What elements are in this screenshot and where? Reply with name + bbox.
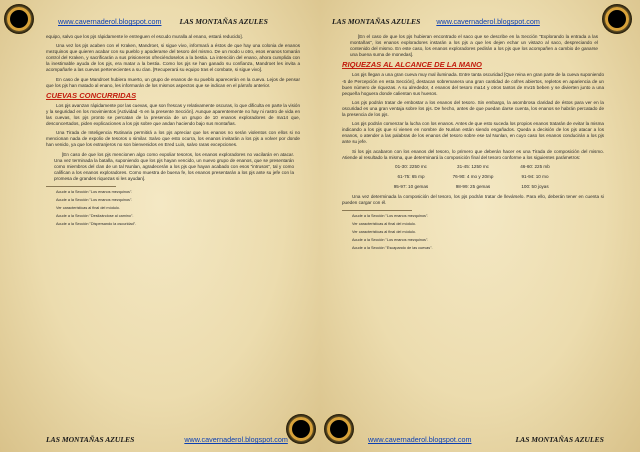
header-title: LAS MONTAÑAS AZULES [332, 17, 421, 26]
table-cell: 46-60: 225 mb [520, 163, 550, 169]
paragraph: Los pjs llegan a una gran cueva muy mal iluminada. Entre tanta oscuridad [Que reina en gran parte de la cueva suponiendo -5 de Percepción en esta Sección], destacan sobremanera una gran cantidad de cofres abiertos, repletos en apariencia de un buen número de riquezas. A su alrededor, 4 enanos del tesoro ma14 y otros tantos de mv15 beben y se divierten junto a una pequeña hoguera donde calientan sus huesos. [342, 72, 604, 96]
paragraph: En caso de que Mandroet hubiera muerto, un grupo de enanos de su pueblo aparecerán en la cueva. Lejos de pensar que los pjs han matado al enano, les informarán de los mismos aspectos que se indican en el párrafo anterior. [46, 76, 300, 88]
footnote: Ver características al final del módulo. [352, 230, 416, 235]
footer-url-link[interactable]: www.cavernaderol.blogspot.com [368, 435, 472, 444]
footer-title: LAS MONTAÑAS AZULES [515, 435, 604, 444]
header-title: LAS MONTAÑAS AZULES [179, 17, 268, 26]
footnote: Acude a la Sección "Los enanos mezquinos". [56, 189, 133, 194]
table-cell: 100: 50 joyas [521, 183, 549, 189]
left-body [46, 34, 300, 230]
table-row [342, 184, 604, 190]
ring-icon [324, 414, 354, 444]
footnote: Acude a la Sección "Dispersando la oscuridad". [56, 221, 137, 226]
paragraph: Los pjs podrán comenzar la lucha con los enanos. Antes de que esto suceda los propios enanos tratarán de evitar la misma indicando a los pjs que si vienen en nombre de Nunlan están siendo engañados. Queda a decisión de los pjs atacar a los enanos, o atender a las palabras de los enanos del tesoro sobre ese tal Nunlan, en cuyo caso los enanos conducirán a los pjs ante su jefe. [342, 121, 604, 145]
treasure-table [342, 164, 604, 190]
paragraph: Los pjs podrán tratar de embostar a los enanos del tesoro. Sin embargo, la asombrosa claridad de éstos para ver en la oscuridad es una gran ventaja sobre los pjs. De hecho, antes de que puedan darse cuenta, los enanos se habrán percatado de la presencia de los pjs. [342, 99, 604, 118]
page-header [332, 17, 540, 26]
table-cell: 31-45: 1250 mc [457, 163, 489, 169]
paragraph: Si los pjs acabaron con los enanos del tesoro, lo primero que deberán hacer es una Tirada de composición del mismo. Atiende al resultado la misma, que determinará la composición final del tesoro conforme a los siguientes parámetros: [342, 148, 604, 160]
paragraph: [En caso de que los pjs mencionen algo como expoliar tesoros, los enanos exploradores no vacilarán en atacar. Una vez terminada la batalla, suponiendo que los pjs hayan vencido, un nuevo grupo de enanos, que se presentarán como miembros del clan de un tal Nunlan, agradecerán a los pjs que hayan acabado con esos "intrusos", tal y como califican a los enanos exploradores. Como muestra de buena fe, los enanos presentarán a los pjs ante su jefe con la promesa de grandes riquezas si les ayudan]. [54, 151, 294, 181]
footnote: Acude a la Sección "Deslizándose al camino". [56, 213, 134, 218]
footnote: Acude a la Sección "Los enanos mezquinos". [56, 197, 133, 202]
table-cell: 76-90: 4 mo y 20mp [452, 173, 494, 179]
footer-url-link[interactable]: www.cavernaderol.blogspot.com [184, 435, 288, 444]
paragraph: Una vez los pjs acaben con el Kraken, Mandroet, si sigue vivo, informará a éstos de que hay una colonia de enanos mezquinos que quieren acabar con su pueblo y apoderarse del tesoro del mismo. De un modo u otro, esos enanos tomarán control del Kraken, y sacrificarán a sus prisioneros ofreciéndoselos a la bestia. La intención del enano, ahora cumplida con la inestimable ayuda de los pjs, era matar a la bestia. Como los pjs se han ganado su confianza, Mandroet les invita a acompañarle a las cuevas pertenecientes a su clan. [Recuperará su equipo tras el combate, si sigue vivo]. [46, 43, 300, 73]
right-body [342, 34, 604, 254]
footnote: Acude a la Sección "Escapando de las cuevas". [352, 246, 433, 251]
table-row [342, 164, 604, 170]
paragraph: [En el caso de que los pjs hubieran encontrado el saco que se describe en la Sección "Explorando la entrada a las montañas", los enanos exploradores instarán a los pjs a que les dejen echar un vistazo al saco, despreciando el contenido del mismo. En este caso, los enanos exploradores pedirán a los pjs que los acompañen a cambio de ganarse una buena suma de monedas]. [350, 34, 598, 58]
footnote: Acude a la Sección "Los enanos mezquinos". [352, 214, 429, 219]
footnote: Ver características al final del módulo. [56, 205, 120, 210]
paragraph: equipo, salvo que los pjs rápidamente le entreguen el escudo muralla al enano, estará reducido]. [46, 34, 243, 39]
section-heading: CUEVAS CONCURRIDAS [46, 90, 137, 100]
ring-icon [286, 414, 316, 444]
table-cell: 91-94: 10 mo [521, 173, 549, 179]
footnote: Acude a la Sección "Los enanos mezquinos". [352, 238, 429, 243]
paragraph: Una vez determinada la composición del tesoro, los pjs podrán tratar de llevárselo. Para ello, deberán tener en cuenta si pueden cargar con él. [342, 193, 604, 206]
footer-title: LAS MONTAÑAS AZULES [46, 435, 135, 444]
paragraph: Una Tirada de Inteligencia Rutinaria permitirá a los pjs apreciar que los enanos no serán violentos con ellos si no mencionan nada de expolio de tesoros o similar. Salvo que esto ocurra, los enanos invitarán a los pjs a volver por donde han venido, ya que los extranjeros no son bienvenidos en Ered Luin, salvo raras excepciones. [46, 130, 300, 148]
page-footer [368, 435, 604, 444]
footnote-divider [342, 210, 412, 211]
ring-icon [4, 4, 34, 34]
section-heading: RIQUEZAS AL ALCANCE DE LA MANO [342, 60, 482, 70]
page-header [58, 17, 268, 26]
table-row [342, 174, 604, 180]
header-url-link[interactable]: www.cavernaderol.blogspot.com [58, 17, 162, 26]
right-page [320, 0, 640, 452]
footnote: Ver características al final del módulo. [352, 222, 416, 227]
table-cell: 61-75: 65 mp [397, 173, 425, 179]
ring-icon [602, 4, 632, 34]
footnote-divider [46, 186, 116, 187]
header-url-link[interactable]: www.cavernaderol.blogspot.com [436, 17, 540, 26]
table-cell: 01-30: 2250 mc [395, 163, 427, 169]
page-footer [46, 435, 288, 444]
table-cell: 98-99: 25 gemas [455, 183, 491, 189]
paragraph: Los pjs avanzan rápidamente por las cuevas, que son frescas y relativamente oscuras, lo que dificulta en parte la visión y la seguridad en los movimientos [Actividad -5 en la presente Sección]. Aunque aparentemente no hay ni rastro de vida en las cuevas, los pjs pronto se percatan de la presencia de un grupo de 10 enanos exploradores de ma14 que, desconcertados, piden explicaciones a los pjs sobre que andan haciendo bajo sus montañas. [46, 102, 300, 127]
table-cell: 95-97: 10 gemas [393, 183, 429, 189]
